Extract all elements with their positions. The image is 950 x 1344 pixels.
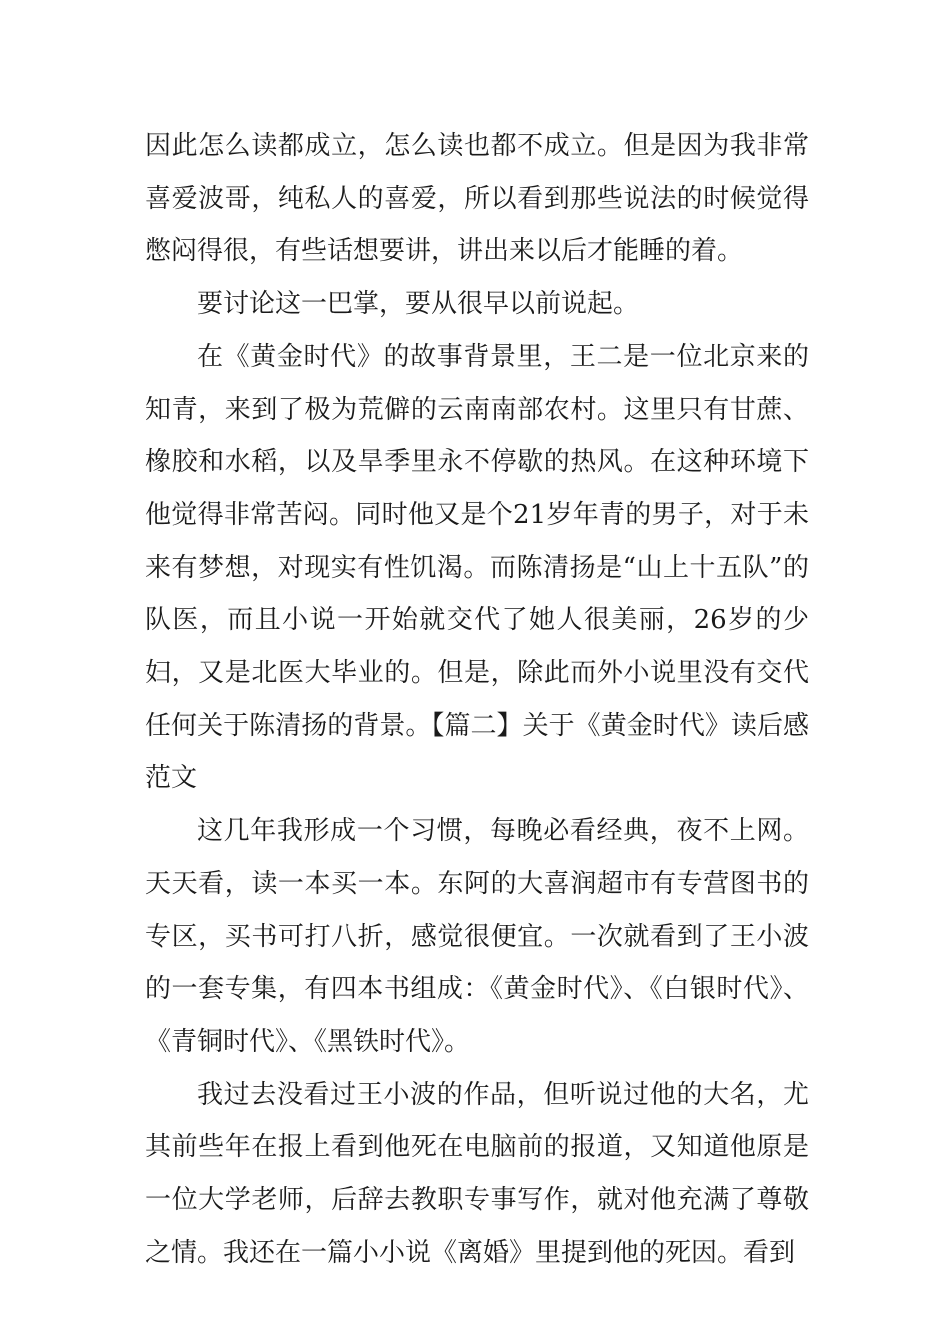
paragraph-3: 在《黄金时代》的故事背景里，王二是一位北京来的知青，来到了极为荒僻的云南南部农村。这里只有甘蔗、橡胶和水稻，以及旱季里永不停歇的热风。在这种环境下他觉得非常苦闷。同时他又是个21岁年青的男子，对于未来有梦想，对现实有性饥渴。而陈清扬是“山上十五队”的队医，而且小说一开始就交代了她人很美丽，26岁的少妇，又是北医大毕业的。但是，除此而外小说里没有交代任何关于陈清扬的背景。【篇二】关于《黄金时代》读后感范文: [145, 341, 809, 794]
paragraph-5: 我过去没看过王小波的作品，但听说过他的大名，尤其前些年在报上看到他死在电脑前的报道，又知道他原是一位大学老师，后辞去教职专事写作，就对他充满了尊敬之情。我还在一篇小小说《离婚》里提到他的死因。看到: [145, 1079, 809, 1268]
document-body: [145, 120, 809, 1279]
paragraph-4: 这几年我形成一个习惯，每晚必看经典，夜不上网。天天看，读一本买一本。东阿的大喜润超市有专营图书的专区，买书可打八折，感觉很便宜。一次就看到了王小波的一套专集，有四本书组成：《黄金时代》、《白银时代》、《青铜时代》、《黑铁时代》。: [145, 816, 809, 1057]
paragraph-1: 因此怎么读都成立，怎么读也都不成立。但是因为我非常喜爱波哥，纯私人的喜爱，所以看到那些说法的时候觉得憋闷得很，有些话想要讲，讲出来以后才能睡的着。: [145, 131, 809, 267]
paragraph-2: 要讨论这一巴掌，要从很早以前说起。: [197, 289, 640, 320]
